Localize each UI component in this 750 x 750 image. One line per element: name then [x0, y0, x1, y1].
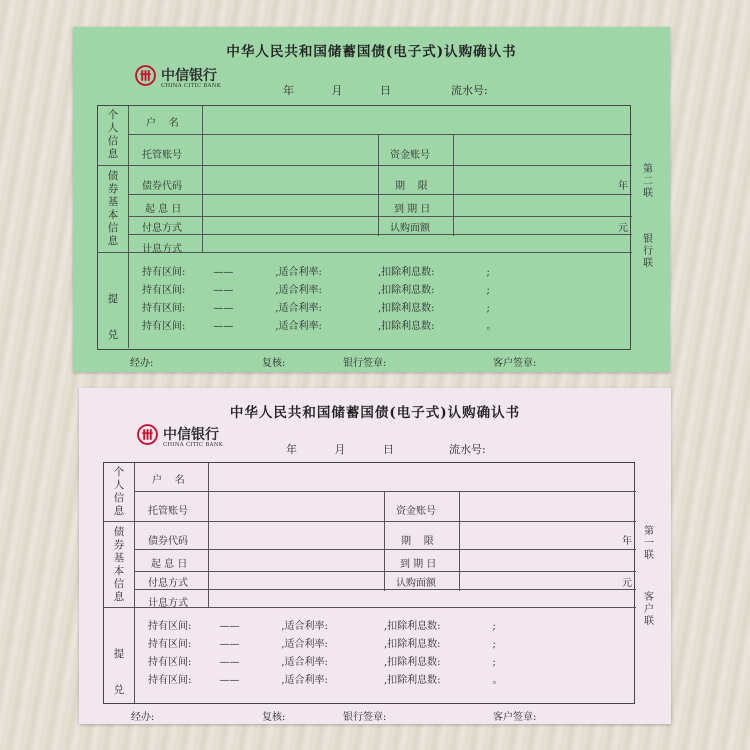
custody-account-label: 托管账号 — [148, 506, 188, 517]
section-redeem: 提兑 — [113, 648, 125, 696]
form-table — [103, 462, 635, 704]
reviewer-label: 复核: — [262, 712, 286, 723]
interest-calc-label: 计息方式 — [142, 244, 182, 255]
custody-account-label: 托管账号 — [142, 150, 182, 161]
account-name-label: 户 名 — [146, 118, 179, 129]
account-name-label: 户 名 — [152, 475, 185, 486]
amount-unit: 元 — [618, 223, 628, 234]
interest-payment-label: 付息方式 — [142, 223, 182, 234]
day-label: 日 — [383, 443, 394, 456]
reviewer-label: 复核: — [262, 358, 286, 369]
holding-row: 持有区间: —— ,适合利率: ,扣除利息数: ; — [148, 639, 496, 650]
term-unit: 年 — [622, 536, 632, 547]
holding-row: 持有区间: —— ,适合利率: ,扣除利息数: ; — [142, 285, 490, 296]
section-bond: 债券基本信息 — [113, 526, 125, 603]
year-label: 年 — [286, 443, 297, 456]
term-unit: 年 — [618, 181, 628, 192]
day-label: 日 — [380, 84, 391, 97]
serial-number-label: 流水号: — [451, 84, 488, 97]
value-date-label: 起 息 日 — [151, 559, 188, 570]
fund-account-label: 资金账号 — [396, 506, 436, 517]
section-redeem: 提兑 — [107, 293, 119, 341]
subscription-amount-label: 认购面额 — [390, 223, 430, 234]
value-date-label: 起 息 日 — [145, 204, 182, 215]
citic-logo-icon — [137, 424, 158, 445]
section-personal: 个人信息 — [113, 466, 125, 517]
bank-name-cn: 中信银行 — [163, 427, 219, 443]
bank-copy-form — [73, 27, 670, 372]
citic-logo-icon — [135, 65, 156, 86]
fund-account-label: 资金账号 — [390, 150, 430, 161]
bank-name-en: CHINA CITIC BANK — [163, 442, 224, 448]
subscription-amount-label: 认购面额 — [396, 578, 436, 589]
section-bond: 债券基本信息 — [107, 170, 119, 247]
date-line — [283, 82, 425, 98]
term-label: 期 限 — [401, 536, 434, 547]
section-personal: 个人信息 — [107, 109, 119, 160]
year-label: 年 — [283, 84, 294, 97]
maturity-date-label: 到 期 日 — [394, 204, 431, 215]
customer-sign-label: 客户签章: — [493, 358, 537, 369]
bank-name-cn: 中信银行 — [161, 68, 217, 84]
maturity-date-label: 到 期 日 — [400, 559, 437, 570]
date-line — [286, 441, 428, 457]
month-label: 月 — [331, 84, 343, 97]
handler-label: 经办: — [131, 712, 155, 723]
handler-label: 经办: — [130, 358, 154, 369]
bank-sign-label: 银行签章: — [343, 358, 387, 369]
form-title: 中华人民共和国储蓄国债(电子式)认购确认书 — [229, 405, 521, 421]
interest-payment-label: 付息方式 — [148, 578, 188, 589]
copy-number: 第一联 — [644, 526, 654, 561]
holding-row: 持有区间: —— ,适合利率: ,扣除利息数: 。 — [148, 675, 503, 686]
holding-row: 持有区间: —— ,适合利率: ,扣除利息数: 。 — [142, 321, 497, 332]
amount-unit: 元 — [622, 578, 632, 589]
holding-row: 持有区间: —— ,适合利率: ,扣除利息数: ; — [142, 303, 490, 314]
form-title: 中华人民共和国储蓄国债(电子式)认购确认书 — [226, 44, 517, 60]
customer-copy-form — [79, 388, 671, 724]
copy-type: 银行联 — [643, 234, 653, 269]
copy-type: 客户联 — [644, 592, 654, 627]
customer-sign-label: 客户签章: — [493, 712, 537, 723]
bond-code-label: 债券代码 — [148, 536, 188, 547]
bank-name-en: CHINA CITIC BANK — [161, 83, 222, 89]
holding-row: 持有区间: —— ,适合利率: ,扣除利息数: ; — [142, 267, 490, 278]
holding-row: 持有区间: —— ,适合利率: ,扣除利息数: ; — [148, 621, 496, 632]
form-table — [97, 105, 631, 350]
copy-number: 第二联 — [643, 164, 653, 199]
holding-row: 持有区间: —— ,适合利率: ,扣除利息数: ; — [148, 657, 496, 668]
month-label: 月 — [334, 443, 346, 456]
bank-sign-label: 银行签章: — [343, 712, 387, 723]
bond-code-label: 债券代码 — [142, 181, 182, 192]
serial-number-label: 流水号: — [449, 443, 486, 456]
interest-calc-label: 计息方式 — [148, 598, 188, 609]
term-label: 期 限 — [395, 181, 428, 192]
